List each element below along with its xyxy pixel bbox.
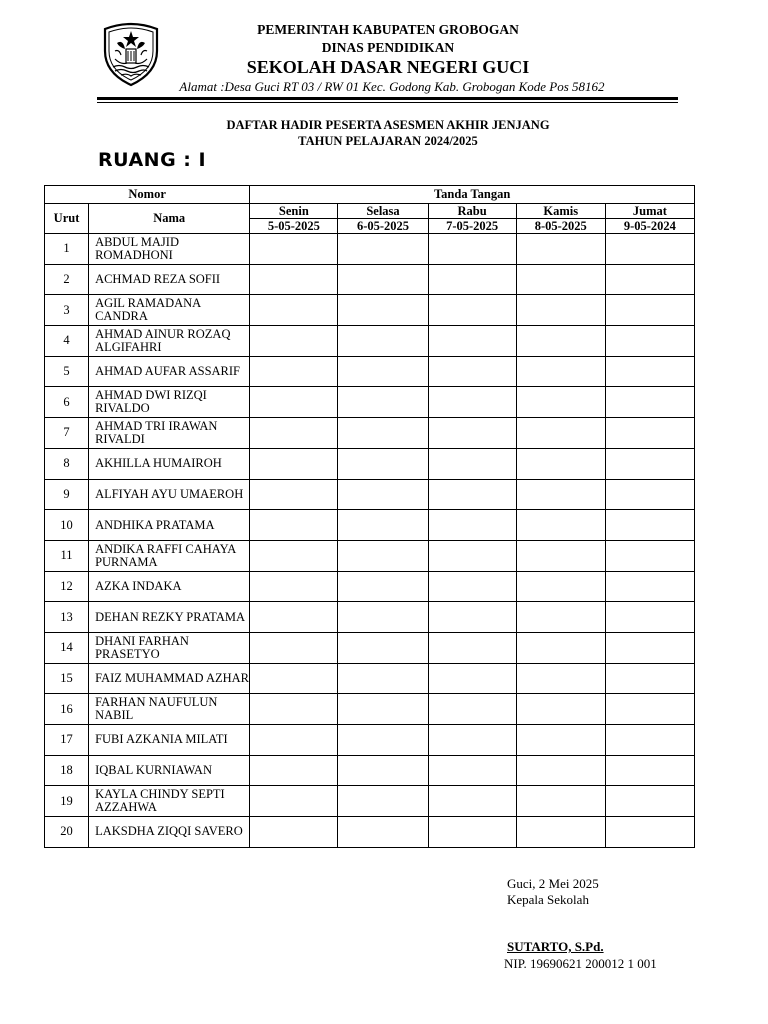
signature-cell[interactable] — [605, 540, 694, 571]
signature-cell[interactable] — [250, 602, 338, 633]
header-nomor: Nomor — [45, 186, 250, 204]
signature-cell[interactable] — [250, 264, 338, 295]
table-row — [45, 264, 695, 295]
student-name: AHMAD AINUR ROZAQ ALGIFAHRI — [89, 326, 250, 357]
signature-cell[interactable] — [250, 295, 338, 326]
student-name: LAKSDHA ZIQQI SAVERO — [89, 817, 250, 848]
signature-cell[interactable] — [516, 540, 605, 571]
signature-cell[interactable] — [338, 418, 428, 449]
header-tanda-tangan: Tanda Tangan — [250, 186, 695, 204]
signature-cell[interactable] — [428, 510, 516, 541]
signature-cell[interactable] — [516, 725, 605, 756]
letterhead-divider-thick — [97, 97, 678, 100]
signature-cell[interactable] — [250, 725, 338, 756]
signature-cell[interactable] — [250, 540, 338, 571]
student-name: FARHAN NAUFULUN NABIL — [89, 694, 250, 725]
signature-cell[interactable] — [428, 663, 516, 694]
table-row — [45, 755, 695, 786]
header-date: 6-05-2025 — [338, 219, 428, 234]
signature-cell[interactable] — [605, 510, 694, 541]
table-row — [45, 632, 695, 663]
row-number: 17 — [45, 725, 89, 756]
signature-cell[interactable] — [516, 326, 605, 357]
signature-cell[interactable] — [250, 234, 338, 265]
signature-cell[interactable] — [250, 663, 338, 694]
signature-cell[interactable] — [516, 264, 605, 295]
signature-cell[interactable] — [250, 326, 338, 357]
table-row — [45, 786, 695, 817]
signature-cell[interactable] — [428, 387, 516, 418]
signature-cell[interactable] — [338, 571, 428, 602]
student-name: ACHMAD REZA SOFII — [89, 264, 250, 295]
signature-cell[interactable] — [605, 755, 694, 786]
row-number: 11 — [45, 540, 89, 571]
signature-cell[interactable] — [605, 326, 694, 357]
signature-cell[interactable] — [338, 448, 428, 479]
table-row — [45, 602, 695, 633]
header-urut: Urut — [45, 204, 89, 234]
header-day: Kamis — [516, 204, 605, 219]
signature-cell[interactable] — [428, 540, 516, 571]
signature-cell[interactable] — [428, 755, 516, 786]
signature-cell[interactable] — [516, 448, 605, 479]
signature-cell[interactable] — [428, 418, 516, 449]
row-number: 3 — [45, 295, 89, 326]
signature-cell[interactable] — [338, 817, 428, 848]
signature-cell[interactable] — [516, 694, 605, 725]
signature-cell[interactable] — [428, 295, 516, 326]
student-name: FAIZ MUHAMMAD AZHAR — [89, 663, 250, 694]
signature-cell[interactable] — [250, 755, 338, 786]
signature-cell[interactable] — [250, 356, 338, 387]
signature-cell[interactable] — [428, 725, 516, 756]
row-number: 12 — [45, 571, 89, 602]
signature-cell[interactable] — [516, 479, 605, 510]
signature-role: Kepala Sekolah — [507, 892, 589, 907]
academic-year: TAHUN PELAJARAN 2024/2025 — [298, 134, 478, 148]
signature-cell[interactable] — [516, 387, 605, 418]
signature-cell[interactable] — [338, 694, 428, 725]
student-name: ANDIKA RAFFI CAHAYA PURNAMA — [89, 540, 250, 571]
row-number: 10 — [45, 510, 89, 541]
signature-cell[interactable] — [605, 295, 694, 326]
school-name: SEKOLAH DASAR NEGERI GUCI — [246, 57, 530, 77]
student-name: KAYLA CHINDY SEPTI AZZAHWA — [89, 786, 250, 817]
signature-cell[interactable] — [605, 663, 694, 694]
student-name: ALFIYAH AYU UMAEROH — [89, 479, 250, 510]
signature-cell[interactable] — [516, 234, 605, 265]
signature-cell[interactable] — [338, 264, 428, 295]
row-number: 20 — [45, 817, 89, 848]
attendance-table — [44, 185, 695, 848]
header-day: Selasa — [338, 204, 428, 219]
table-row — [45, 540, 695, 571]
department-name: DINAS PENDIDIKAN — [321, 40, 455, 55]
table-row — [45, 234, 695, 265]
student-name: AGIL RAMADANA CANDRA — [89, 295, 250, 326]
signature-cell[interactable] — [516, 418, 605, 449]
student-name: IQBAL KURNIAWAN — [89, 755, 250, 786]
signature-cell[interactable] — [338, 786, 428, 817]
signature-cell[interactable] — [338, 663, 428, 694]
signature-cell[interactable] — [516, 817, 605, 848]
letterhead-divider-thin — [97, 102, 678, 103]
signature-cell[interactable] — [516, 571, 605, 602]
signature-cell[interactable] — [250, 817, 338, 848]
row-number: 2 — [45, 264, 89, 295]
signature-cell[interactable] — [516, 295, 605, 326]
student-name: ANDHIKA PRATAMA — [89, 510, 250, 541]
government-name: PEMERINTAH KABUPATEN GROBOGAN — [257, 22, 519, 37]
row-number: 15 — [45, 663, 89, 694]
row-number: 19 — [45, 786, 89, 817]
row-number: 9 — [45, 479, 89, 510]
signature-cell[interactable] — [605, 448, 694, 479]
student-name: AHMAD DWI RIZQI RIVALDO — [89, 387, 250, 418]
signature-cell[interactable] — [428, 326, 516, 357]
signature-cell[interactable] — [428, 479, 516, 510]
signature-cell[interactable] — [338, 234, 428, 265]
signature-cell[interactable] — [338, 295, 428, 326]
signature-cell[interactable] — [338, 356, 428, 387]
table-row — [45, 295, 695, 326]
signature-cell[interactable] — [338, 326, 428, 357]
signature-cell[interactable] — [605, 694, 694, 725]
signature-cell[interactable] — [605, 786, 694, 817]
row-number: 18 — [45, 755, 89, 786]
signature-cell[interactable] — [338, 540, 428, 571]
table-row — [45, 326, 695, 357]
row-number: 1 — [45, 234, 89, 265]
row-number: 13 — [45, 602, 89, 633]
signature-cell[interactable] — [516, 786, 605, 817]
document-title: DAFTAR HADIR PESERTA ASESMEN AKHIR JENJANG — [226, 118, 550, 132]
signature-cell[interactable] — [250, 418, 338, 449]
table-row — [45, 571, 695, 602]
student-name: AZKA INDAKA — [89, 571, 250, 602]
signature-cell[interactable] — [605, 264, 694, 295]
signature-cell[interactable] — [516, 755, 605, 786]
signature-cell[interactable] — [250, 632, 338, 663]
signature-cell[interactable] — [250, 479, 338, 510]
signature-cell[interactable] — [338, 632, 428, 663]
header-nama: Nama — [89, 204, 250, 234]
student-name: DHANI FARHAN PRASETYO — [89, 632, 250, 663]
row-number: 4 — [45, 326, 89, 357]
room-label: RUANG : I — [98, 149, 207, 171]
signature-cell[interactable] — [605, 725, 694, 756]
signature-place-date: Guci, 2 Mei 2025 — [507, 876, 599, 891]
student-name: AHMAD AUFAR ASSARIF — [89, 356, 250, 387]
signature-cell[interactable] — [250, 694, 338, 725]
signature-cell[interactable] — [605, 571, 694, 602]
signature-cell[interactable] — [605, 356, 694, 387]
signatory-nip: NIP. 19690621 200012 1 001 — [504, 956, 657, 971]
signature-cell[interactable] — [428, 448, 516, 479]
table-row — [45, 817, 695, 848]
signature-cell[interactable] — [428, 571, 516, 602]
signature-cell[interactable] — [428, 817, 516, 848]
header-day: Senin — [250, 204, 338, 219]
header-date: 5-05-2025 — [250, 219, 338, 234]
signature-cell[interactable] — [250, 786, 338, 817]
table-row — [45, 356, 695, 387]
signature-cell[interactable] — [338, 725, 428, 756]
signature-cell[interactable] — [516, 602, 605, 633]
table-row — [45, 694, 695, 725]
table-row — [45, 663, 695, 694]
signature-cell[interactable] — [250, 510, 338, 541]
signature-cell[interactable] — [428, 786, 516, 817]
row-number: 6 — [45, 387, 89, 418]
signature-cell[interactable] — [605, 234, 694, 265]
row-number: 5 — [45, 356, 89, 387]
table-row — [45, 510, 695, 541]
signature-cell[interactable] — [428, 234, 516, 265]
signature-cell[interactable] — [428, 356, 516, 387]
signature-cell[interactable] — [428, 632, 516, 663]
signature-cell[interactable] — [250, 571, 338, 602]
row-number: 14 — [45, 632, 89, 663]
school-address: Alamat :Desa Guci RT 03 / RW 01 Kec. Godong Kab. Grobogan Kode Pos 58162 — [179, 79, 605, 94]
signature-cell[interactable] — [338, 479, 428, 510]
signature-cell[interactable] — [516, 356, 605, 387]
signature-cell[interactable] — [516, 663, 605, 694]
header-date: 8-05-2025 — [516, 219, 605, 234]
signature-cell[interactable] — [338, 602, 428, 633]
signatory-name: SUTARTO, S.Pd. — [507, 939, 604, 954]
student-name: FUBI AZKANIA MILATI — [89, 725, 250, 756]
attendance-rows — [45, 234, 695, 848]
table-row — [45, 725, 695, 756]
table-row — [45, 418, 695, 449]
signature-cell[interactable] — [428, 602, 516, 633]
signature-cell[interactable] — [338, 510, 428, 541]
header-day: Jumat — [605, 204, 694, 219]
signature-cell[interactable] — [250, 387, 338, 418]
signature-cell[interactable] — [605, 479, 694, 510]
signature-cell[interactable] — [516, 632, 605, 663]
header-date: 9-05-2024 — [605, 219, 694, 234]
signature-cell[interactable] — [605, 418, 694, 449]
signature-cell[interactable] — [338, 387, 428, 418]
student-name: DEHAN REZKY PRATAMA — [89, 602, 250, 633]
signature-cell[interactable] — [605, 632, 694, 663]
row-number: 8 — [45, 448, 89, 479]
signature-cell[interactable] — [428, 264, 516, 295]
signature-cell[interactable] — [516, 510, 605, 541]
signature-cell[interactable] — [338, 755, 428, 786]
signature-cell[interactable] — [250, 448, 338, 479]
student-name: AKHILLA HUMAIROH — [89, 448, 250, 479]
student-name: AHMAD TRI IRAWAN RIVALDI — [89, 418, 250, 449]
signature-cell[interactable] — [605, 817, 694, 848]
table-row — [45, 387, 695, 418]
signature-cell[interactable] — [605, 602, 694, 633]
student-name: ABDUL MAJID ROMADHONI — [89, 234, 250, 265]
header-date: 7-05-2025 — [428, 219, 516, 234]
signature-cell[interactable] — [428, 694, 516, 725]
row-number: 16 — [45, 694, 89, 725]
table-row — [45, 448, 695, 479]
table-row — [45, 479, 695, 510]
header-day: Rabu — [428, 204, 516, 219]
signature-cell[interactable] — [605, 387, 694, 418]
row-number: 7 — [45, 418, 89, 449]
